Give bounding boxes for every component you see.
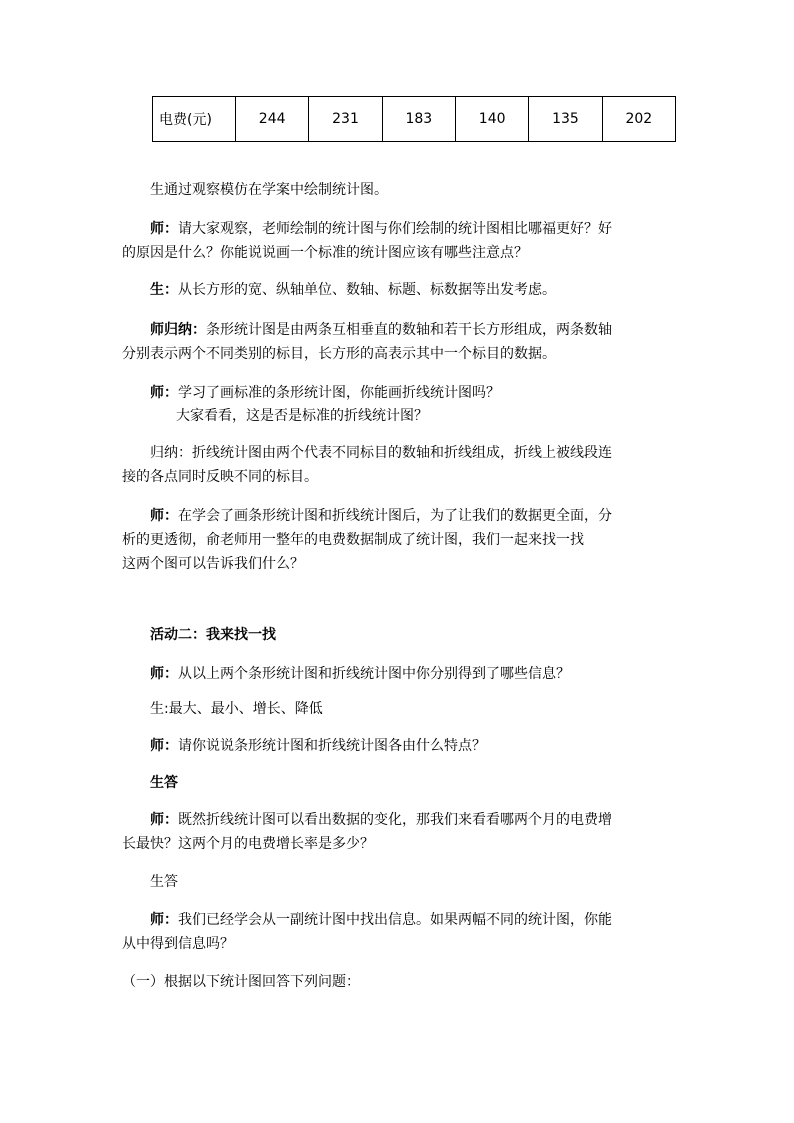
paragraph-text: 既然折线统计图可以看出数据的变化，那我们来看看哪两个月的电费增 xyxy=(178,812,612,828)
paragraph-teacher-data-cont2: 这两个图可以告诉我们什么？ xyxy=(122,556,304,572)
table-cell: 135 xyxy=(529,97,602,142)
table-cell: 202 xyxy=(602,97,675,142)
paragraph-teacher-data-cont: 析的更透彻，俞老师用一整年的电费数据制成了统计图，我们一起来找一找 xyxy=(122,532,584,548)
table-row-label: 电费(元) xyxy=(153,97,236,142)
paragraph-summary-line-chart-cont: 接的各点同时反映不同的标目。 xyxy=(122,469,318,485)
paragraph-teacher-summary-cont: 分别表示两个不同类别的标目，长方形的高表示其中一个标目的数据。 xyxy=(122,346,556,362)
paragraph-student-observe: 生通过观察模仿在学案中绘制统计图。 xyxy=(150,182,388,198)
speaker-label: 师： xyxy=(150,812,178,828)
paragraph-text: 从长方形的宽、纵轴单位、数轴、标题、标数据等出发考虑。 xyxy=(178,282,556,298)
paragraph-teacher-line-chart-cont: 大家看看，这是否是标准的折线统计图？ xyxy=(176,408,428,424)
table-cell: 244 xyxy=(236,97,309,142)
table-cell: 140 xyxy=(455,97,528,142)
paragraph-text: 从以上两个条形统计图和折线统计图中你分别得到了哪些信息？ xyxy=(178,666,570,682)
speaker-label: 师： xyxy=(150,385,178,401)
paragraph-student-answer xyxy=(150,277,556,303)
electricity-fee-table xyxy=(152,96,676,142)
speaker-label: 生： xyxy=(150,282,178,298)
paragraph-summary-line-chart: 归纳：折线统计图由两个代表不同标目的数轴和折线组成，折线上被线段连 xyxy=(150,445,612,461)
paragraph-teacher-data xyxy=(150,503,612,529)
paragraph-text: 在学会了画条形统计图和折线统计图后，为了让我们的数据更全面，分 xyxy=(178,508,612,524)
section-heading-activity-2: 活动二：我来找一找 xyxy=(150,627,276,643)
speaker-label: 师： xyxy=(150,666,178,682)
speaker-label: 师： xyxy=(150,738,178,754)
paragraph-teacher-summary xyxy=(150,317,612,343)
paragraph-student-info: 生:最大、最小、增长、降低 xyxy=(150,701,323,717)
table-row xyxy=(153,97,676,142)
paragraph-teacher-two-charts xyxy=(150,907,612,933)
paragraph-teacher-growth xyxy=(150,807,612,833)
paragraph-student-answer-1: 生答 xyxy=(150,775,178,791)
speaker-label: 师： xyxy=(150,221,178,237)
paragraph-text: 学习了画标准的条形统计图，你能画折线统计图吗？ xyxy=(178,385,500,401)
paragraph-teacher-question xyxy=(150,216,612,242)
table-cell: 183 xyxy=(382,97,455,142)
paragraph-teacher-two-charts-cont: 从中得到信息吗？ xyxy=(122,936,234,952)
speaker-label: 师： xyxy=(150,508,178,524)
speaker-label: 师归纳： xyxy=(150,322,206,338)
paragraph-text: 请你说说条形统计图和折线统计图各由什么特点？ xyxy=(178,738,486,754)
paragraph-text: 请大家观察，老师绘制的统计图与你们绘制的统计图相比哪福更好？好 xyxy=(178,221,612,237)
paragraph-teacher-info xyxy=(150,661,570,687)
paragraph-question-intro: （一）根据以下统计图回答下列问题： xyxy=(122,974,360,990)
paragraph-teacher-question-cont: 的原因是什么？你能说说画一个标准的统计图应该有哪些注意点？ xyxy=(122,245,528,261)
speaker-label: 师： xyxy=(150,912,178,928)
paragraph-text: 我们已经学会从一副统计图中找出信息。如果两幅不同的统计图，你能 xyxy=(178,912,612,928)
paragraph-teacher-growth-cont: 长最快？这两个月的电费增长率是多少？ xyxy=(122,836,374,852)
paragraph-text: 条形统计图是由两条互相垂直的数轴和若干长方形组成，两条数轴 xyxy=(206,322,612,338)
paragraph-student-answer-2: 生答 xyxy=(150,874,178,890)
paragraph-teacher-features xyxy=(150,733,486,759)
table-cell: 231 xyxy=(309,97,382,142)
